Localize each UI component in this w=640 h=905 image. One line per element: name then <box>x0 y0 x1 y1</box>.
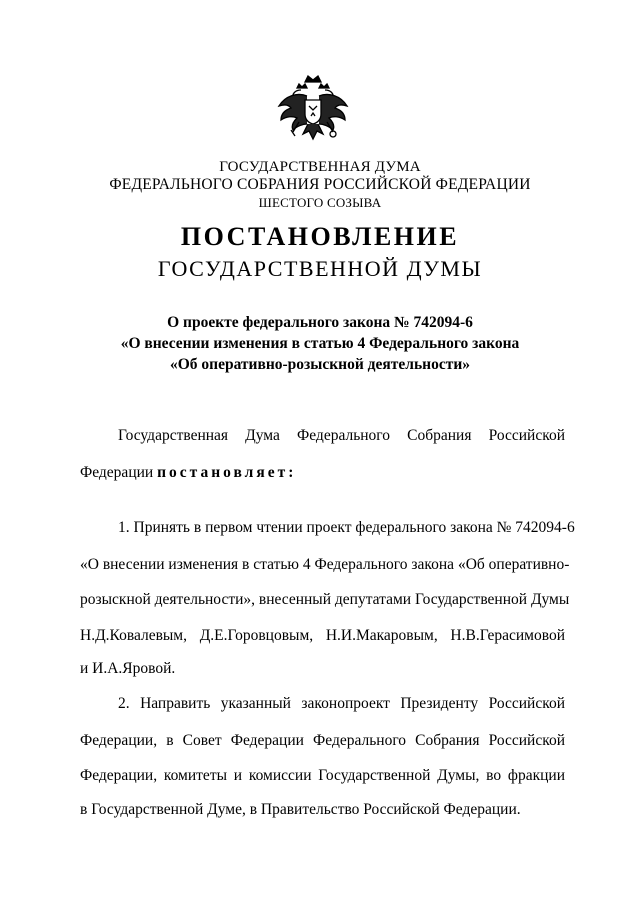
preamble-line2 <box>80 463 565 483</box>
resolution-heading-line3: «Об оперативно-розыскной деятельности» <box>169 356 471 373</box>
para1-line1: 1. Принять в первом чтении проект федерального закона № 742094-6 <box>118 519 575 536</box>
para1-line3: розыскной деятельности», внесенный депутатами Государственной Думы <box>80 591 570 608</box>
para2-line1: 2. Направить указанный законопроект Президенту Российской <box>118 695 565 712</box>
para2-line2: Федерации, в Совет Федерации Федерального Собрания Российской <box>80 732 565 749</box>
double-headed-eagle-icon <box>275 72 351 150</box>
resolution-heading-line2: «О внесении изменения в статью 4 Федерального закона <box>120 335 520 352</box>
preamble-line2-text: Федерации <box>80 464 158 481</box>
preamble-line1: Государственная Дума Федерального Собрания Российской <box>118 427 565 444</box>
document-subtitle: ГОСУДАРСТВЕННОЙ ДУМЫ <box>157 256 483 281</box>
org-name-line1: ГОСУДАРСТВЕННАЯ ДУМА <box>219 159 421 175</box>
operative-word: постановляет: <box>157 464 297 481</box>
document-title: ПОСТАНОВЛЕНИЕ <box>180 222 460 251</box>
para1-line4: Н.Д.Ковалевым, Д.Е.Горовцовым, Н.И.Макаровым, Н.В.Герасимовой <box>80 627 565 644</box>
para2-line3: Федерации, комитеты и комиссии Государственной Думы, во фракции <box>80 767 565 784</box>
para1-line2: «О внесении изменения в статью 4 Федерального закона «Об оперативно- <box>80 556 570 573</box>
convocation-line: ШЕСТОГО СОЗЫВА <box>258 195 382 210</box>
resolution-heading-line1: О проекте федерального закона № 742094-6 <box>167 314 473 331</box>
org-name-line2: ФЕДЕРАЛЬНОГО СОБРАНИЯ РОССИЙСКОЙ ФЕДЕРАЦИИ <box>109 176 531 193</box>
para1-line5: и И.А.Яровой. <box>80 660 176 677</box>
para2-line4: в Государственной Думе, в Правительство Российской Федерации. <box>80 801 521 818</box>
